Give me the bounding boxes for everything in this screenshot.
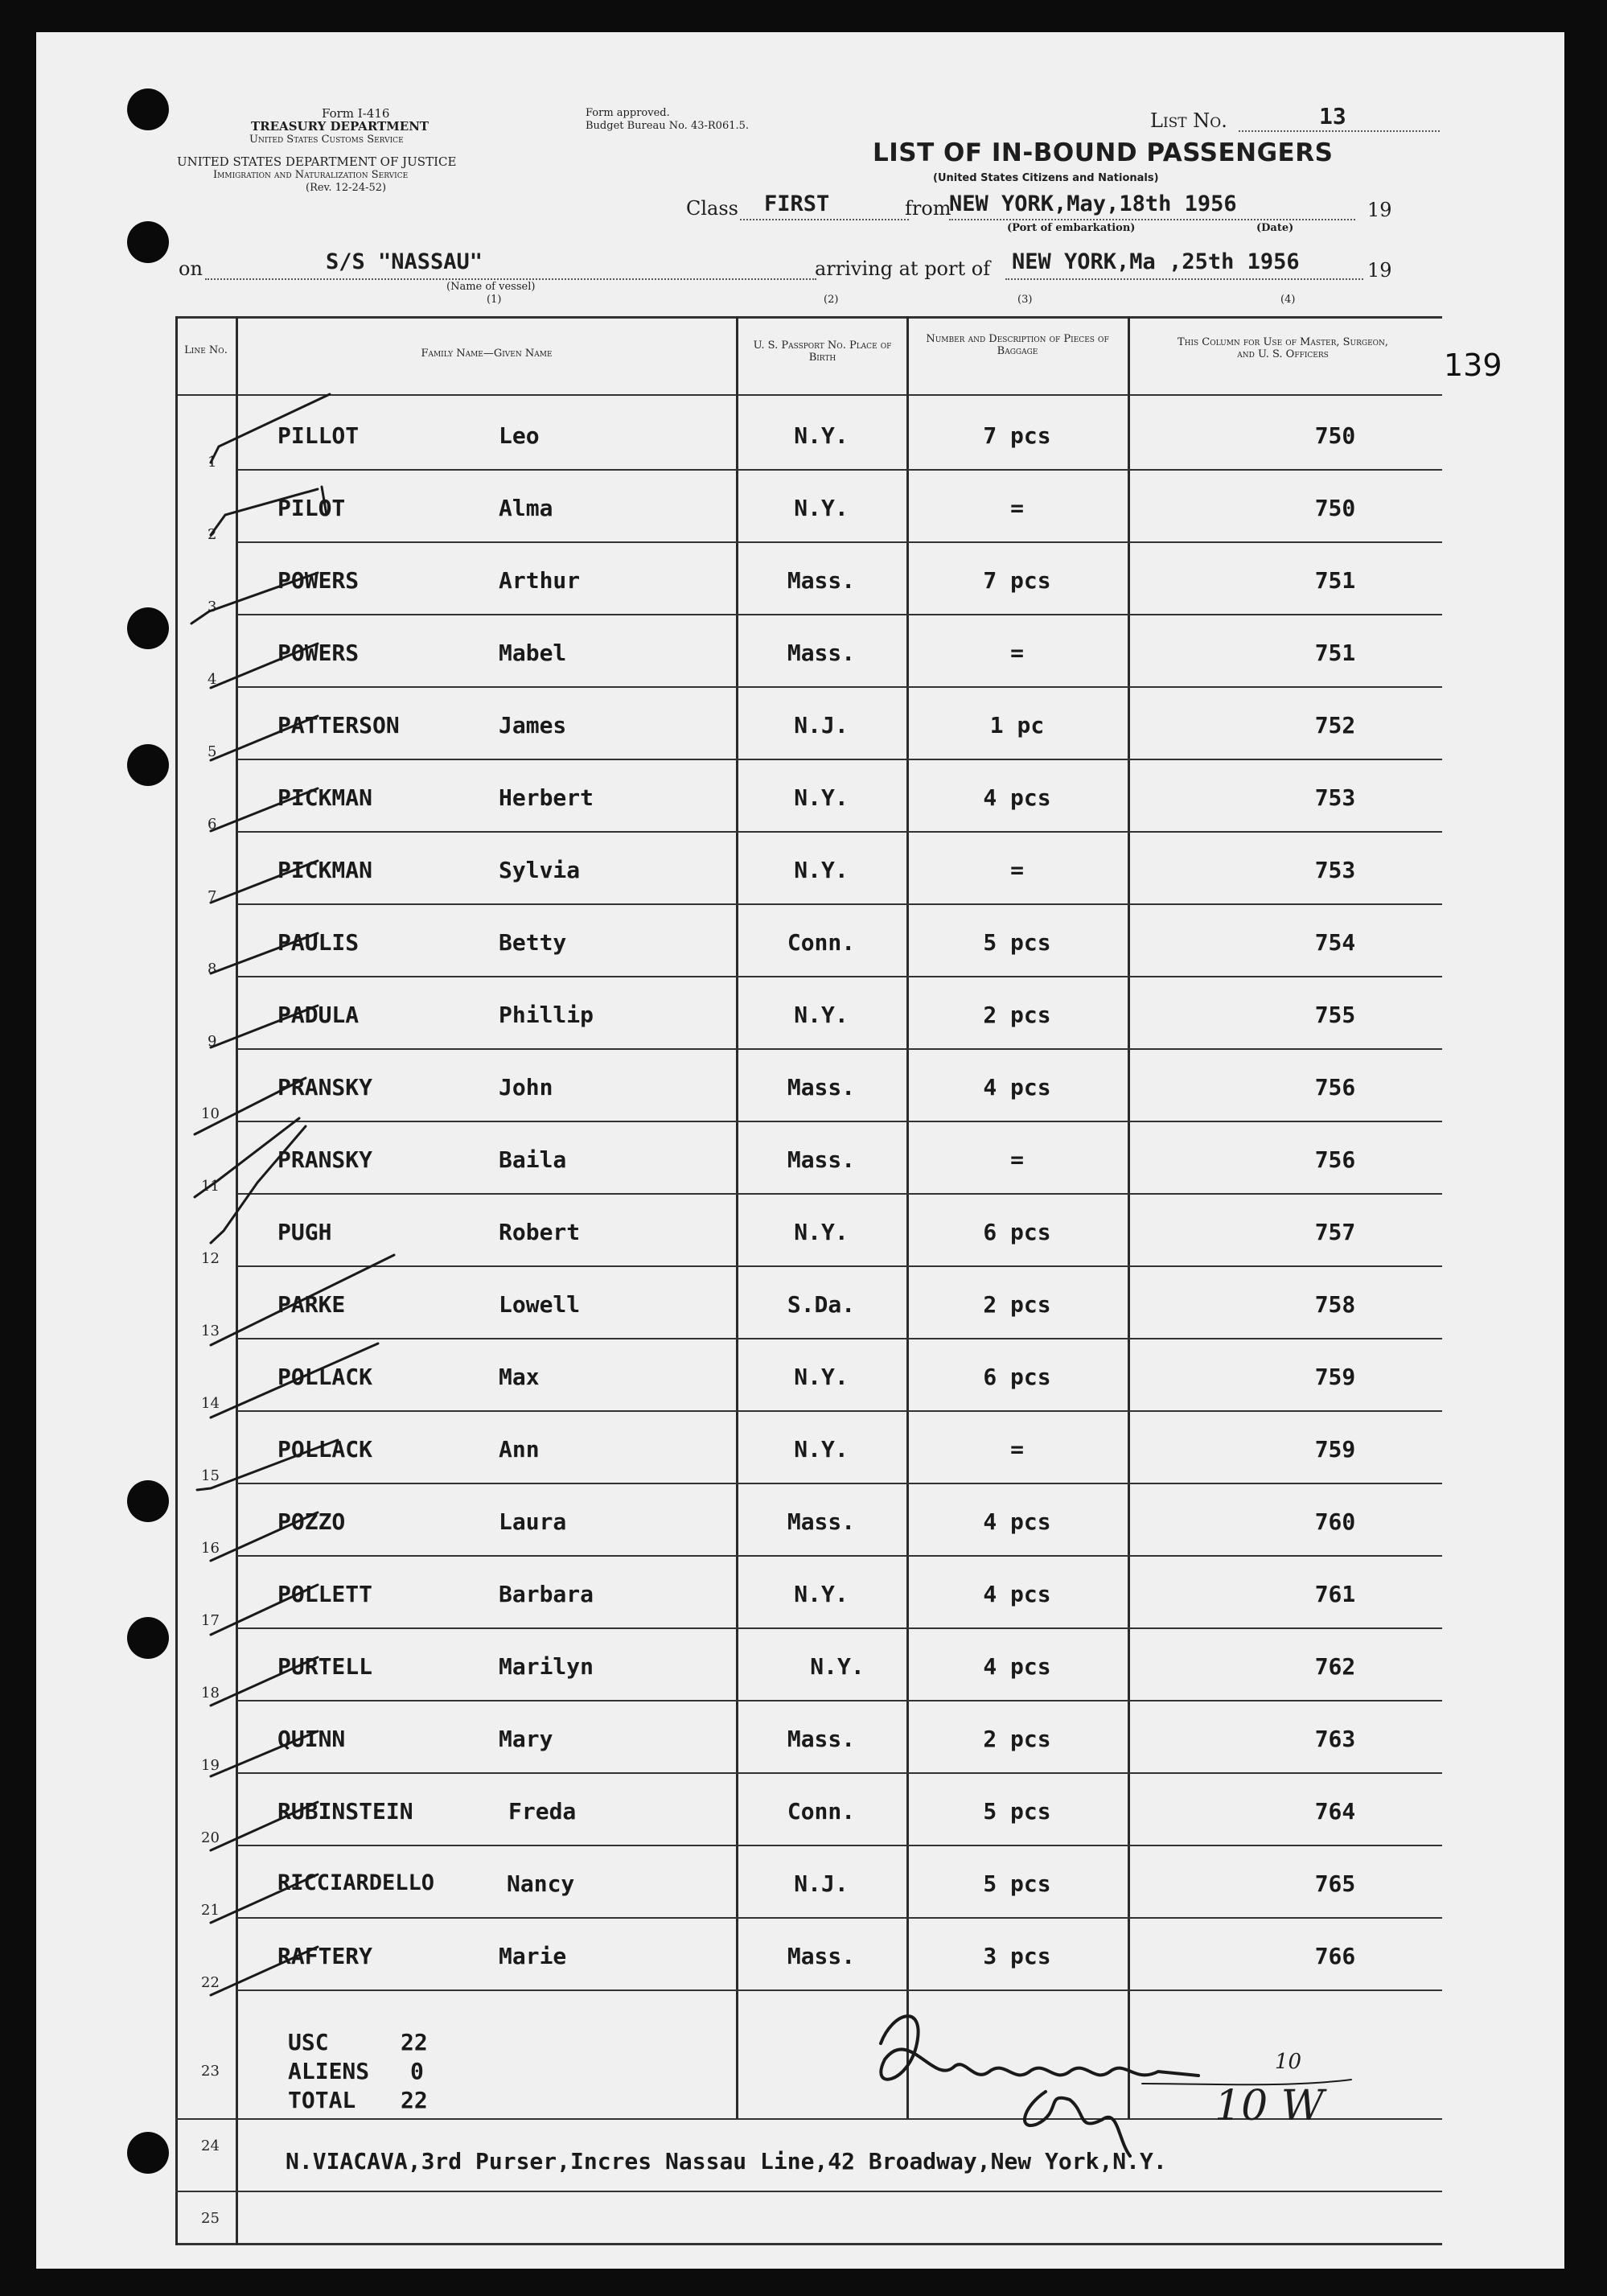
row-given-name: Max	[499, 1364, 540, 1390]
row-given-name: Herbert	[499, 784, 594, 811]
check-mark-icon	[211, 1874, 318, 1923]
row-line-number: 11	[201, 1178, 220, 1195]
row-line-number: 14	[201, 1395, 220, 1412]
row-given-name: Sylvia	[499, 857, 581, 883]
check-mark-icon	[211, 1585, 318, 1635]
row-officer-code: 764	[1314, 1798, 1356, 1825]
row-given-name: Nancy	[507, 1870, 575, 1897]
row-officer-code: 760	[1314, 1508, 1356, 1535]
treasury-dept: TREASURY DEPARTMENT	[251, 119, 429, 134]
row-baggage: =	[1010, 1146, 1024, 1173]
row-family-name: PAULIS	[277, 929, 360, 956]
row-given-name: Betty	[499, 929, 567, 956]
row-given-name: Marie	[499, 1943, 567, 1969]
row-baggage: =	[1010, 857, 1024, 883]
check-mark-icon	[211, 394, 330, 463]
row-baggage: 6 pcs	[983, 1219, 1051, 1245]
date-caption: (Date)	[1256, 222, 1294, 234]
row-family-name: POZZO	[277, 1508, 346, 1535]
row-line-number: 16	[201, 1540, 220, 1557]
check-mark-icon	[195, 1118, 299, 1197]
check-mark-icon	[211, 716, 318, 760]
handwritten-note-2: 10 W	[1214, 2082, 1325, 2130]
row-given-name: James	[499, 712, 567, 739]
row-baggage: 2 pcs	[983, 1726, 1051, 1752]
aliens-label: ALIENS	[288, 2058, 370, 2084]
row-family-name: PATTERSON	[277, 712, 400, 739]
check-mark-icon	[211, 1802, 318, 1850]
row-family-name: PURTELL	[277, 1653, 373, 1680]
vessel-name: S/S "NASSAU"	[326, 249, 483, 274]
from-label: from	[905, 197, 951, 220]
row-line-number: 23	[201, 2063, 220, 2080]
check-mark-icon	[191, 573, 318, 623]
customs-service: United States Customs Service	[249, 134, 404, 146]
port-caption: (Port of embarkation)	[1007, 222, 1136, 234]
row-line-number: 20	[201, 1829, 220, 1846]
arriving-value: NEW YORK,Ma ,25th 1956	[1012, 249, 1300, 274]
col-header-passport: U. S. Passport No. Place of Birth	[753, 339, 892, 364]
row-officer-code: 753	[1314, 784, 1356, 811]
row-officer-code: 750	[1314, 495, 1356, 521]
row-family-name: PADULA	[277, 1002, 360, 1028]
check-mark-icon	[211, 788, 318, 831]
row-given-name: Freda	[508, 1798, 577, 1825]
check-mark-icon	[211, 487, 327, 535]
row-family-name: POWERS	[277, 567, 360, 594]
row-family-name: PICKMAN	[277, 857, 373, 883]
row-officer-code: 754	[1314, 929, 1356, 956]
row-birthplace: Mass.	[787, 1508, 856, 1535]
row-given-name: John	[499, 1074, 553, 1101]
row-given-name: Mary	[499, 1726, 553, 1752]
row-family-name: RUBINSTEIN	[277, 1798, 413, 1825]
row-family-name: POWERS	[277, 640, 360, 666]
row-family-name: POLLACK	[277, 1364, 373, 1390]
col-num-2: (2)	[824, 294, 839, 306]
row-birthplace: N.Y.	[794, 857, 849, 883]
budget-bureau: Budget Bureau No. 43-R061.5.	[586, 120, 750, 132]
row-officer-code: 765	[1314, 1870, 1356, 1897]
row-line-number: 5	[208, 743, 217, 760]
row-baggage: 1 pc	[989, 712, 1045, 739]
row-baggage: =	[1010, 640, 1024, 666]
row-given-name: Alma	[499, 495, 553, 521]
row-line-number: 6	[208, 816, 217, 833]
row-officer-code: 755	[1314, 1002, 1356, 1028]
page-subtitle: (United States Citizens and Nationals)	[933, 172, 1159, 184]
row-line-number: 22	[201, 1974, 220, 1991]
row-baggage: 6 pcs	[983, 1364, 1051, 1390]
row-family-name: PILOT	[277, 495, 346, 521]
row-birthplace: N.J.	[794, 712, 849, 739]
row-birthplace: N.J.	[794, 1870, 849, 1897]
row-baggage: 5 pcs	[983, 1870, 1051, 1897]
handwritten-note: 10	[1275, 2050, 1302, 2074]
row-baggage: 5 pcs	[983, 1798, 1051, 1825]
check-mark-icon	[211, 933, 318, 973]
row-officer-code: 756	[1314, 1074, 1356, 1101]
row-birthplace: Mass.	[787, 1726, 856, 1752]
row-birthplace: N.Y.	[794, 1002, 849, 1028]
row-baggage: 5 pcs	[983, 929, 1051, 956]
row-line-number: 25	[201, 2210, 220, 2227]
row-line-number: 3	[208, 599, 217, 615]
row-baggage: 4 pcs	[983, 1074, 1051, 1101]
row-family-name: PRANSKY	[277, 1146, 373, 1173]
row-family-name: PICKMAN	[277, 784, 373, 811]
row-family-name: RAFTERY	[277, 1943, 373, 1969]
row-birthplace: Mass.	[787, 1943, 856, 1969]
row-line-number: 15	[201, 1467, 220, 1484]
year-1: 19	[1367, 199, 1392, 221]
row-baggage: 4 pcs	[983, 784, 1051, 811]
check-mark-icon	[211, 1343, 378, 1418]
row-birthplace: N.Y.	[794, 1364, 849, 1390]
check-mark-icon	[211, 644, 318, 688]
form-number: Form I-416	[322, 106, 390, 121]
row-family-name: PILLOT	[277, 422, 360, 449]
row-birthplace: N.Y.	[810, 1653, 865, 1680]
col-header-officers: This Column for Use of Master, Surgeon, and U. S. Officers	[1177, 336, 1389, 360]
col-header-baggage: Number and Description of Pieces of Baggage	[926, 333, 1109, 357]
row-officer-code: 750	[1314, 422, 1356, 449]
row-baggage: 4 pcs	[983, 1581, 1051, 1607]
page-title: LIST OF IN-BOUND PASSENGERS	[873, 138, 1334, 167]
row-given-name: Barbara	[499, 1581, 594, 1607]
row-line-number: 1	[208, 454, 217, 471]
row-officer-code: 766	[1314, 1943, 1356, 1969]
class-value: FIRST	[764, 191, 830, 216]
row-officer-code: 751	[1314, 640, 1356, 666]
row-line-number: 9	[208, 1033, 217, 1050]
row-birthplace: N.Y.	[794, 1219, 849, 1245]
row-birthplace: N.Y.	[794, 495, 849, 521]
row-given-name: Robert	[499, 1219, 581, 1245]
row-given-name: Phillip	[499, 1002, 594, 1028]
total-label: TOTAL	[288, 2087, 356, 2113]
col-num-4: (4)	[1280, 294, 1296, 306]
row-family-name: PARKE	[277, 1291, 346, 1318]
row-baggage: 4 pcs	[983, 1653, 1051, 1680]
check-mark-icon	[211, 861, 318, 903]
ins-service: Immigration and Naturalization Service	[213, 169, 409, 181]
row-birthplace: Conn.	[787, 929, 856, 956]
usc-label: USC	[288, 2029, 329, 2055]
signature-icon	[1025, 2092, 1130, 2156]
aliens-count: 0	[410, 2058, 424, 2084]
row-birthplace: Mass.	[787, 640, 856, 666]
list-no-label: List No.	[1150, 109, 1227, 132]
year-2: 19	[1367, 259, 1392, 282]
row-line-number: 2	[208, 526, 217, 543]
check-mark-icon	[211, 1126, 306, 1243]
row-given-name: Leo	[499, 422, 540, 449]
row-birthplace: N.Y.	[794, 1436, 849, 1463]
row-birthplace: Conn.	[787, 1798, 856, 1825]
row-baggage: 2 pcs	[983, 1002, 1051, 1028]
usc-count: 22	[401, 2029, 428, 2055]
vessel-caption-num: (1)	[487, 294, 502, 306]
row-line-number: 4	[208, 671, 217, 688]
row-line-number: 7	[208, 888, 217, 905]
row-officer-code: 753	[1314, 857, 1356, 883]
row-line-number: 24	[201, 2138, 220, 2154]
check-mark-icon	[211, 1657, 318, 1706]
purser-footer: N.VIACAVA,3rd Purser,Incres Nassau Line,42 Broadway,New York,N.Y.	[286, 2148, 1167, 2175]
row-line-number: 10	[201, 1105, 220, 1122]
class-label: Class	[686, 197, 738, 220]
row-given-name: Arthur	[499, 567, 581, 594]
row-baggage: 4 pcs	[983, 1508, 1051, 1535]
row-family-name: QUINN	[277, 1726, 346, 1752]
row-baggage: 2 pcs	[983, 1291, 1051, 1318]
arriving-label: arriving at port of	[815, 257, 991, 280]
check-mark-icon	[211, 1512, 318, 1561]
row-line-number: 21	[201, 1902, 220, 1919]
page-number: 139	[1444, 348, 1502, 383]
row-given-name: Laura	[499, 1508, 567, 1535]
row-birthplace: N.Y.	[794, 1581, 849, 1607]
row-birthplace: Mass.	[787, 567, 856, 594]
row-officer-code: 759	[1314, 1364, 1356, 1390]
row-birthplace: Mass.	[787, 1074, 856, 1101]
row-given-name: Mabel	[499, 640, 567, 666]
row-family-name: POLLACK	[277, 1436, 373, 1463]
total-count: 22	[401, 2087, 428, 2113]
check-mark-icon	[197, 1440, 338, 1490]
row-birthplace: Mass.	[787, 1146, 856, 1173]
check-mark-icon	[211, 1731, 318, 1776]
row-officer-code: 761	[1314, 1581, 1356, 1607]
check-mark-icon	[211, 1255, 394, 1345]
col-num-3: (3)	[1017, 294, 1033, 306]
row-officer-code: 762	[1314, 1653, 1356, 1680]
col-header-line: Line No.	[184, 344, 228, 356]
on-label: on	[179, 257, 203, 280]
form-approved: Form approved.	[586, 107, 670, 119]
from-value: NEW YORK,May,18th 1956	[949, 191, 1237, 216]
vessel-caption: (Name of vessel)	[446, 281, 536, 293]
row-baggage: 3 pcs	[983, 1943, 1051, 1969]
row-line-number: 19	[201, 1757, 220, 1774]
row-officer-code: 759	[1314, 1436, 1356, 1463]
form-revision: (Rev. 12-24-52)	[306, 182, 387, 194]
row-baggage: 7 pcs	[983, 567, 1051, 594]
col-header-name: Family Name—Given Name	[421, 348, 553, 360]
justice-dept: UNITED STATES DEPARTMENT OF JUSTICE	[177, 154, 457, 169]
row-officer-code: 752	[1314, 712, 1356, 739]
row-given-name: Lowell	[499, 1291, 581, 1318]
signature-underline-icon	[1142, 2080, 1351, 2084]
row-line-number: 17	[201, 1612, 220, 1629]
row-family-name: PUGH	[277, 1219, 332, 1245]
row-baggage: =	[1010, 495, 1024, 521]
row-officer-code: 758	[1314, 1291, 1356, 1318]
list-no-value: 13	[1319, 103, 1346, 130]
row-line-number: 13	[201, 1323, 220, 1339]
row-line-number: 12	[201, 1250, 220, 1267]
check-mark-icon	[211, 1006, 318, 1047]
row-birthplace: N.Y.	[794, 422, 849, 449]
row-birthplace: N.Y.	[794, 784, 849, 811]
row-officer-code: 757	[1314, 1219, 1356, 1245]
row-baggage: =	[1010, 1436, 1024, 1463]
row-line-number: 18	[201, 1685, 220, 1701]
row-officer-code: 751	[1314, 567, 1356, 594]
row-given-name: Ann	[499, 1436, 540, 1463]
row-officer-code: 763	[1314, 1726, 1356, 1752]
row-family-name: POLLETT	[277, 1581, 373, 1607]
row-given-name: Baila	[499, 1146, 567, 1173]
row-birthplace: S.Da.	[787, 1291, 856, 1318]
check-mark-icon	[211, 1947, 318, 1995]
signature-icon	[881, 2016, 1198, 2080]
row-given-name: Marilyn	[499, 1653, 594, 1680]
row-family-name: PRANSKY	[277, 1074, 373, 1101]
row-baggage: 7 pcs	[983, 422, 1051, 449]
row-line-number: 8	[208, 961, 217, 977]
row-officer-code: 756	[1314, 1146, 1356, 1173]
row-family-name: RICCIARDELLO	[277, 1870, 435, 1895]
